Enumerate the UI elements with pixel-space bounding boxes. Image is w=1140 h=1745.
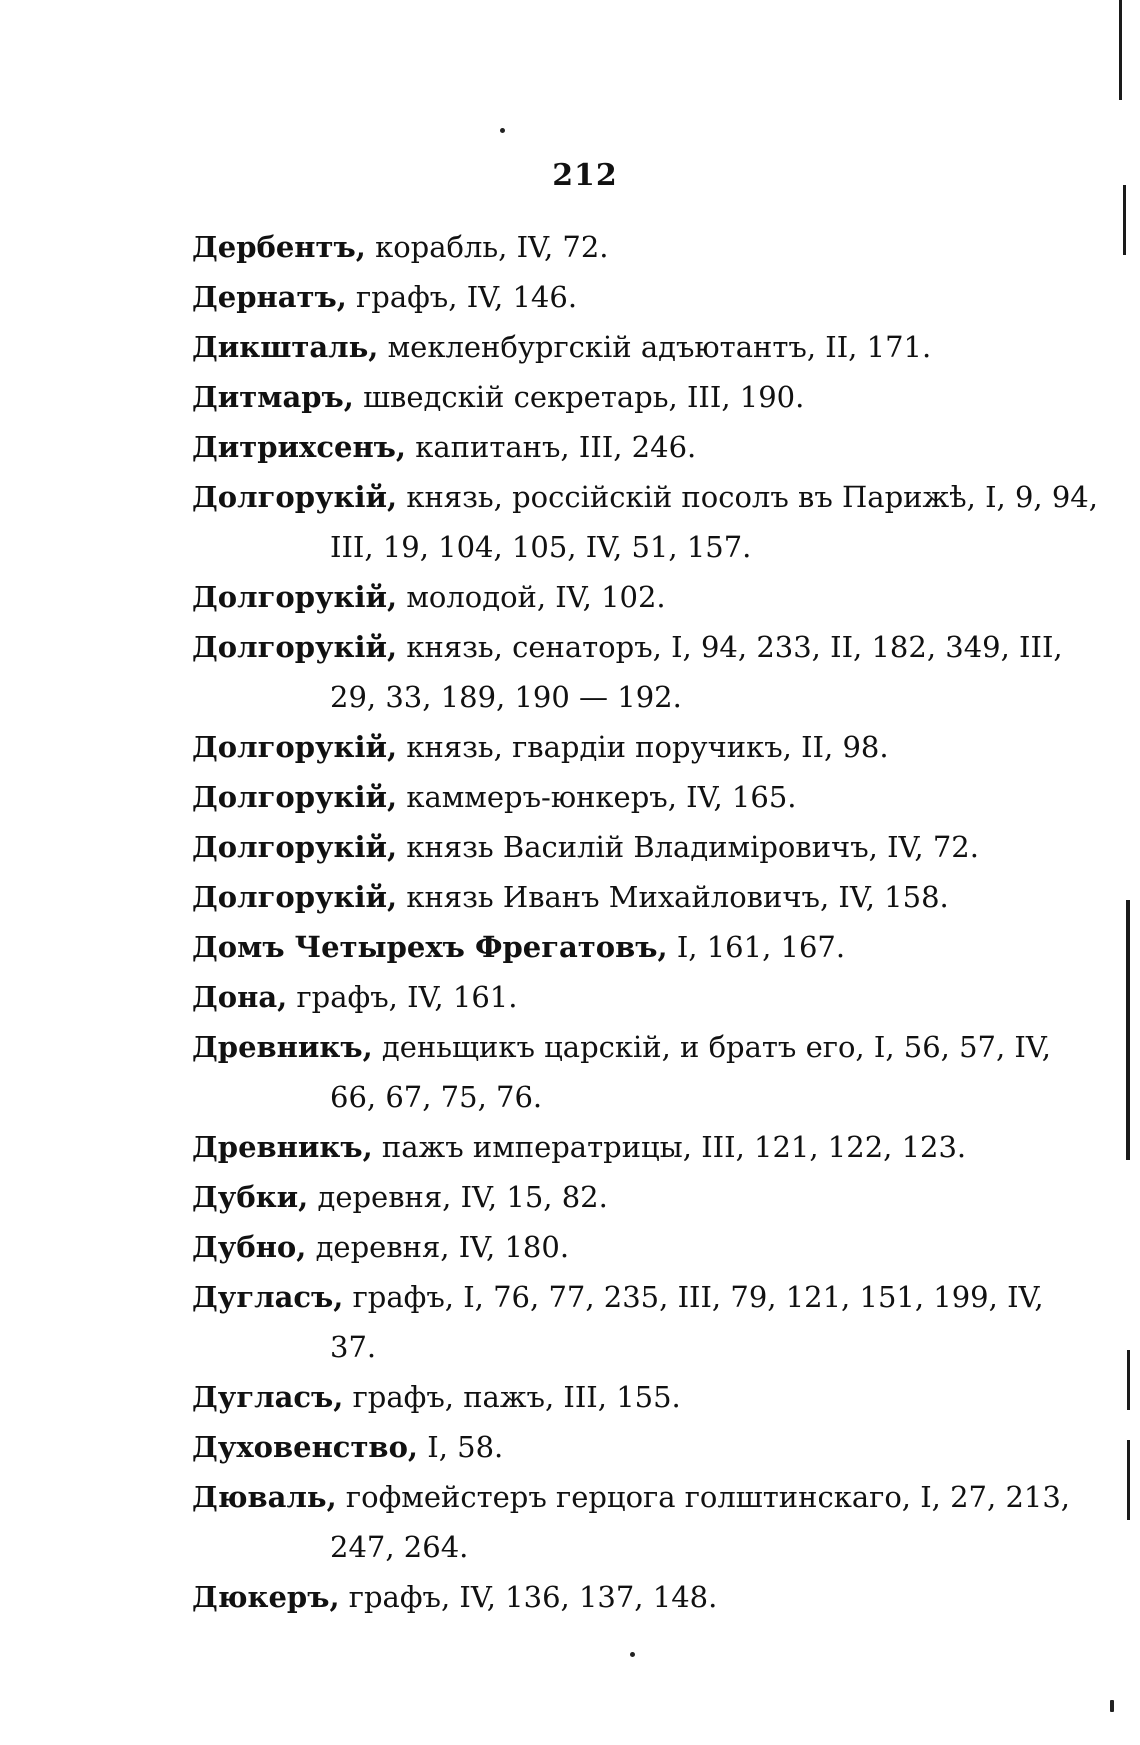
entry-heading: Дубно, [192,1230,307,1264]
entry-heading: Духовенство, [192,1430,419,1464]
scan-margin-line [1126,900,1130,1160]
scan-speck [500,128,505,133]
index-entry [192,722,1022,772]
entry-continuation: III, 19, 104, 105, IV, 51, 157. [330,530,752,564]
entry-text: князь Иванъ Михайловичъ, IV, 158. [397,880,949,914]
entry-text: князь Василій Владиміровичъ, IV, 72. [397,830,979,864]
entry-text: пажъ императрицы, III, 121, 122, 123. [372,1130,967,1164]
index-entry [192,1422,1022,1472]
entry-heading: Долгорукій, [192,880,398,914]
entry-text: князь, гвардіи поручикъ, II, 98. [397,730,889,764]
scan-margin-line [1119,0,1122,100]
entry-heading: Долгорукій, [192,830,398,864]
entry-text: каммеръ-юнкеръ, IV, 165. [397,780,797,814]
entry-text: графъ, IV, 136, 137, 148. [339,1580,718,1614]
entry-text: корабль, IV, 72. [365,230,609,264]
entry-continuation: 247, 264. [330,1530,469,1564]
index-entry [192,222,1022,272]
entry-text: гофмейстеръ герцога голштинскаго, I, 27, 213, [336,1480,1071,1514]
entry-heading: Дубки, [192,1180,309,1214]
index-entry [192,972,1022,1022]
scan-margin-line [1127,1440,1130,1520]
index-entry [192,372,1022,422]
page-number: 212 [552,158,618,193]
scan-margin-line [1123,185,1126,255]
entry-text: капитанъ, III, 246. [406,430,697,464]
entry-text: графъ, I, 76, 77, 235, III, 79, 121, 151, 199, IV, [343,1280,1044,1314]
index-entry [192,922,1022,972]
entry-text: графъ, IV, 161. [287,980,518,1014]
index-entry [192,1472,1071,1572]
scan-margin-line [1127,1350,1130,1410]
index-entry [192,322,1022,372]
entry-heading: Дугласъ, [192,1380,344,1414]
index-entry [192,1122,1022,1172]
index-entry [192,572,1022,622]
index-entry [192,272,1022,322]
index-entry [192,472,1098,572]
index-entry [192,1572,1022,1622]
entry-heading: Дербентъ, [192,230,366,264]
entry-continuation: 37. [330,1330,377,1364]
index-entry [192,1022,1051,1122]
entry-text: деньщикъ царскій, и братъ его, I, 56, 57, IV, [372,1030,1051,1064]
entry-text: князь, сенаторъ, I, 94, 233, II, 182, 349, III, [397,630,1063,664]
entry-heading: Древникъ, [192,1130,373,1164]
entry-heading: Древникъ, [192,1030,373,1064]
entry-heading: Дона, [192,980,288,1014]
entry-heading: Дюваль, [192,1480,337,1514]
entry-heading: Дитмаръ, [192,380,354,414]
entry-heading: Дугласъ, [192,1280,344,1314]
entry-heading: Дитрихсенъ, [192,430,407,464]
scan-speck [630,1652,635,1657]
index-entry [192,622,1063,722]
index-entry [192,422,1022,472]
index-entry [192,1172,1022,1222]
entry-heading: Дернатъ, [192,280,347,314]
entry-heading: Долгорукій, [192,730,398,764]
index-entry [192,822,1022,872]
index-entry [192,872,1022,922]
index-entry [192,772,1022,822]
entry-text: деревня, IV, 180. [306,1230,570,1264]
entry-continuation: 66, 67, 75, 76. [330,1080,543,1114]
entry-text: молодой, IV, 102. [397,580,666,614]
entry-text: шведскій секретарь, III, 190. [353,380,805,414]
entry-text: мекленбургскій адъютантъ, II, 171. [378,330,932,364]
entry-heading: Домъ Четырехъ Фрегатовъ, [192,930,668,964]
entry-text: графъ, пажъ, III, 155. [343,1380,681,1414]
entry-heading: Долгорукій, [192,630,398,664]
entry-heading: Дикшталь, [192,330,379,364]
entry-text: графъ, IV, 146. [346,280,578,314]
entry-heading: Долгорукій, [192,580,398,614]
entry-heading: Долгорукій, [192,780,398,814]
entry-text: деревня, IV, 15, 82. [308,1180,608,1214]
index-entry [192,1372,1022,1422]
entry-heading: Долгорукій, [192,480,398,514]
entry-continuation: 29, 33, 189, 190 — 192. [330,680,682,714]
index-list [192,222,1098,1622]
entry-text: I, 161, 167. [667,930,846,964]
entry-text: князь, россійскій посолъ въ Парижѣ, I, 9, 94, [397,480,1098,514]
entry-text: I, 58. [418,1430,504,1464]
index-entry [192,1272,1044,1372]
scan-speck [1110,1700,1114,1712]
entry-heading: Дюкеръ, [192,1580,340,1614]
index-entry [192,1222,1022,1272]
